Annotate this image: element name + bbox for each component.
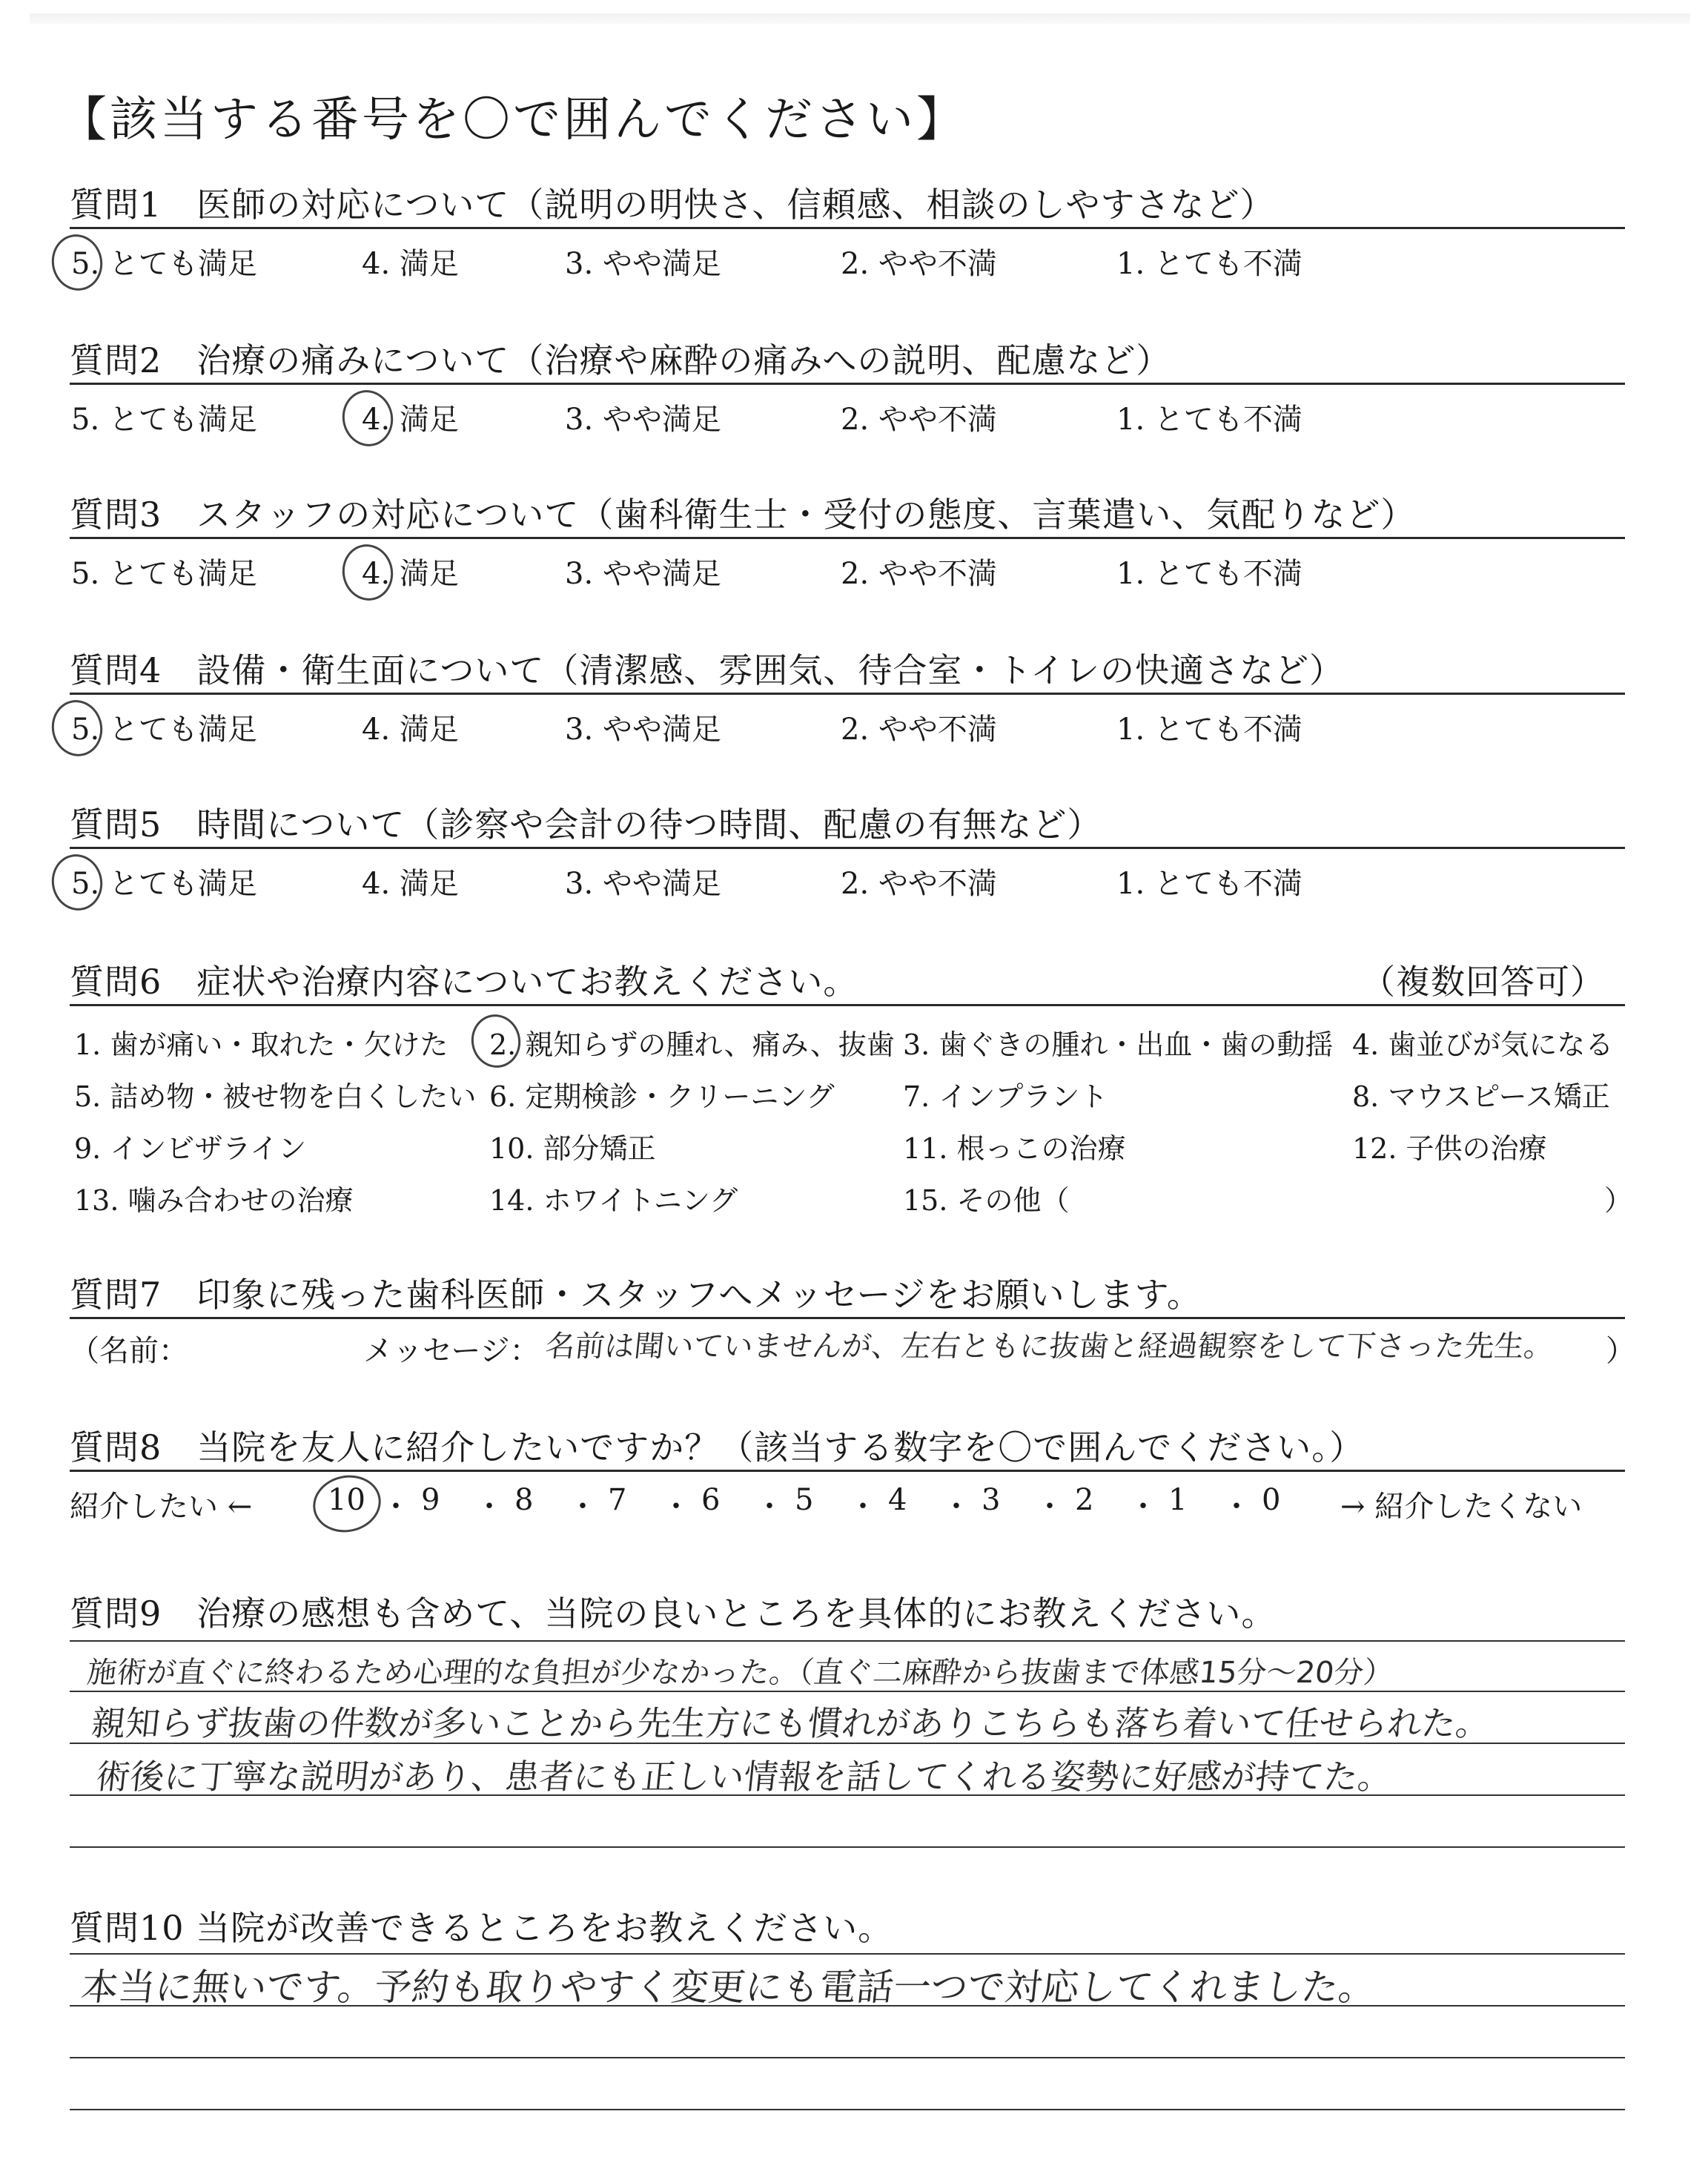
q9-line (70, 1640, 1625, 1642)
q4-option-4[interactable]: 4. 満足 (362, 713, 459, 747)
q7-rule (70, 1317, 1625, 1319)
scan-top-edge (30, 13, 1690, 24)
q3-option-5[interactable]: 5. とても満足 (71, 557, 257, 591)
scale-number-3[interactable]: 3 (982, 1483, 1001, 1517)
q10-answer-line[interactable]: 本当に無いです。予約も取りやすく変更にも電話一つで対応してくれました。 (79, 1966, 1378, 2009)
q8-right-label: → 紹介したくない (1340, 1490, 1583, 1524)
q3-option-2[interactable]: 2. やや不満 (841, 557, 997, 591)
scale-number-0[interactable]: 0 (1262, 1483, 1281, 1517)
q5-option-2[interactable]: 2. やや不満 (841, 867, 997, 901)
scale-separator: ・ (661, 1490, 691, 1524)
scale-number-10[interactable]: 10 (328, 1483, 365, 1517)
q2-title: 質問2 治療の痛みについて（治療や麻酔の痛みへの説明、配慮など） (70, 340, 1171, 380)
selection-circle (308, 1469, 386, 1538)
q7-message-text[interactable]: 名前は聞いていませんが、左右ともに抜歯と経過観察をして下さった先生。 (543, 1330, 1556, 1364)
q5-option-5[interactable]: 5. とても満足 (71, 867, 257, 901)
q9-answer-line[interactable]: 親知らず抜歯の件数が多いことから先生方にも慣れがありこちらも落ち着いて任せられた。 (89, 1703, 1492, 1743)
scale-number-2[interactable]: 2 (1075, 1483, 1094, 1517)
q3-option-3[interactable]: 3. やや満足 (565, 557, 721, 591)
selection-circle (466, 1010, 526, 1072)
q6-option-8[interactable]: 8. マウスピース矯正 (1352, 1080, 1610, 1113)
q1-option-1[interactable]: 1. とても不満 (1116, 247, 1302, 281)
scale-number-7[interactable]: 7 (608, 1483, 627, 1517)
q6-option-7[interactable]: 7. インプラント (903, 1080, 1108, 1113)
q6-option-3[interactable]: 3. 歯ぐきの腫れ・出血・歯の動揺 (903, 1028, 1334, 1061)
q6-option-9[interactable]: 9. インビザライン (74, 1132, 307, 1165)
scale-number-6[interactable]: 6 (701, 1483, 721, 1517)
q5-option-1[interactable]: 1. とても不満 (1116, 867, 1302, 901)
q3-rule (70, 537, 1625, 539)
q2-rule (70, 383, 1625, 385)
q4-option-1[interactable]: 1. とても不満 (1116, 713, 1302, 747)
q9-line (70, 1846, 1625, 1848)
q6-multiple-note: （複数回答可） (1361, 962, 1605, 1002)
q4-option-3[interactable]: 3. やや満足 (565, 713, 721, 747)
scale-separator: ・ (1222, 1490, 1251, 1524)
scale-separator: ・ (381, 1490, 411, 1524)
q7-title: 質問7 印象に残った歯科医師・スタッフへメッセージをお願いします。 (70, 1275, 1202, 1315)
q1-option-4[interactable]: 4. 満足 (362, 247, 459, 281)
q6-option-11[interactable]: 11. 根っこの治療 (903, 1132, 1126, 1165)
q1-rule (70, 227, 1625, 229)
q6-option-2[interactable]: 2. 親知らずの腫れ、痛み、抜歯 (489, 1028, 895, 1061)
q3-title: 質問3 スタッフの対応について（歯科衛生士・受付の態度、言葉遣い、気配りなど） (70, 495, 1416, 535)
scale-separator: ・ (568, 1490, 598, 1524)
q3-option-1[interactable]: 1. とても不満 (1116, 557, 1302, 591)
scale-number-9[interactable]: 9 (421, 1483, 440, 1517)
q7-name-label: （名前： (70, 1334, 188, 1368)
q6-title: 質問6 症状や治療内容についてお教えください。 (70, 962, 858, 1002)
scale-separator: ・ (474, 1490, 504, 1524)
q1-title: 質問1 医師の対応について（説明の明快さ、信頼感、相談のしやすさなど） (70, 185, 1275, 225)
scale-number-4[interactable]: 4 (888, 1483, 907, 1517)
scale-separator: ・ (755, 1490, 784, 1524)
q2-option-3[interactable]: 3. やや満足 (565, 403, 721, 437)
q8-rule (70, 1470, 1625, 1472)
q6-option-14[interactable]: 14. ホワイトニング (489, 1184, 738, 1217)
q10-line (70, 2057, 1625, 2058)
q6-option-1[interactable]: 1. 歯が痛い・取れた・欠けた (74, 1028, 448, 1061)
q7-message-label: メッセージ： (363, 1334, 540, 1368)
q6-other-close-paren: ） (1604, 1184, 1633, 1217)
q6-option-5[interactable]: 5. 詰め物・被せ物を白くしたい (74, 1080, 477, 1113)
q6-option-10[interactable]: 10. 部分矯正 (489, 1132, 656, 1165)
q9-answer-line[interactable]: 術後に丁寧な説明があり、患者にも正しい情報を話してくれる姿勢に好感が持てた。 (93, 1757, 1394, 1797)
q5-title: 質問5 時間について（診察や会計の待つ時間、配慮の有無など） (70, 805, 1102, 845)
q1-option-5[interactable]: 5. とても満足 (71, 247, 257, 281)
q1-option-3[interactable]: 3. やや満足 (565, 247, 721, 281)
q5-option-3[interactable]: 3. やや満足 (565, 867, 721, 901)
q6-option-4[interactable]: 4. 歯並びが気になる (1352, 1028, 1614, 1061)
q6-option-6[interactable]: 6. 定期検診・クリーニング (489, 1080, 835, 1113)
q2-option-4[interactable]: 4. 満足 (362, 403, 459, 437)
scale-separator: ・ (1035, 1490, 1065, 1524)
q4-option-2[interactable]: 2. やや不満 (841, 713, 997, 747)
q3-option-4[interactable]: 4. 満足 (362, 557, 459, 591)
scale-separator: ・ (1128, 1490, 1158, 1524)
q5-rule (70, 847, 1625, 849)
q6-option-13[interactable]: 13. 噛み合わせの治療 (74, 1184, 354, 1217)
q6-option-15[interactable]: 15. その他（ (903, 1184, 1070, 1217)
q9-title: 質問9 治療の感想も含めて、当院の良いところを具体的にお教えください。 (70, 1593, 1277, 1634)
q5-option-4[interactable]: 4. 満足 (362, 867, 459, 901)
q8-title: 質問8 当院を友人に紹介したいですか？（該当する数字を〇で囲んでください。） (70, 1427, 1365, 1467)
q9-answer-line[interactable]: 施術が直ぐに終わるため心理的な負担が少なかった。（直ぐ二麻酔から抜歯まで体感15分〜20分） (85, 1656, 1395, 1690)
q4-option-5[interactable]: 5. とても満足 (71, 713, 257, 747)
scale-separator: ・ (848, 1490, 878, 1524)
scale-separator: ・ (941, 1490, 971, 1524)
q10-line (70, 2109, 1625, 2110)
q6-rule (70, 1004, 1625, 1006)
q2-option-5[interactable]: 5. とても満足 (71, 403, 257, 437)
q1-option-2[interactable]: 2. やや不満 (841, 247, 997, 281)
page-header: 【該当する番号を〇で囲んでください】 (59, 93, 967, 148)
q6-option-12[interactable]: 12. 子供の治療 (1352, 1132, 1547, 1165)
q4-rule (70, 693, 1625, 695)
scale-number-5[interactable]: 5 (795, 1483, 814, 1517)
q2-option-1[interactable]: 1. とても不満 (1116, 403, 1302, 437)
q7-close-paren: ） (1606, 1334, 1635, 1368)
scale-number-1[interactable]: 1 (1168, 1483, 1188, 1517)
q8-left-label: 紹介したい ← (70, 1490, 253, 1524)
q4-title: 質問4 設備・衛生面について（清潔感、雰囲気、待合室・トイレの快適さなど） (70, 650, 1345, 690)
q10-title: 質問10 当院が改善できるところをお教えください。 (70, 1908, 893, 1948)
q2-option-2[interactable]: 2. やや不満 (841, 403, 997, 437)
q10-line (70, 1953, 1625, 1955)
scale-number-8[interactable]: 8 (514, 1483, 534, 1517)
